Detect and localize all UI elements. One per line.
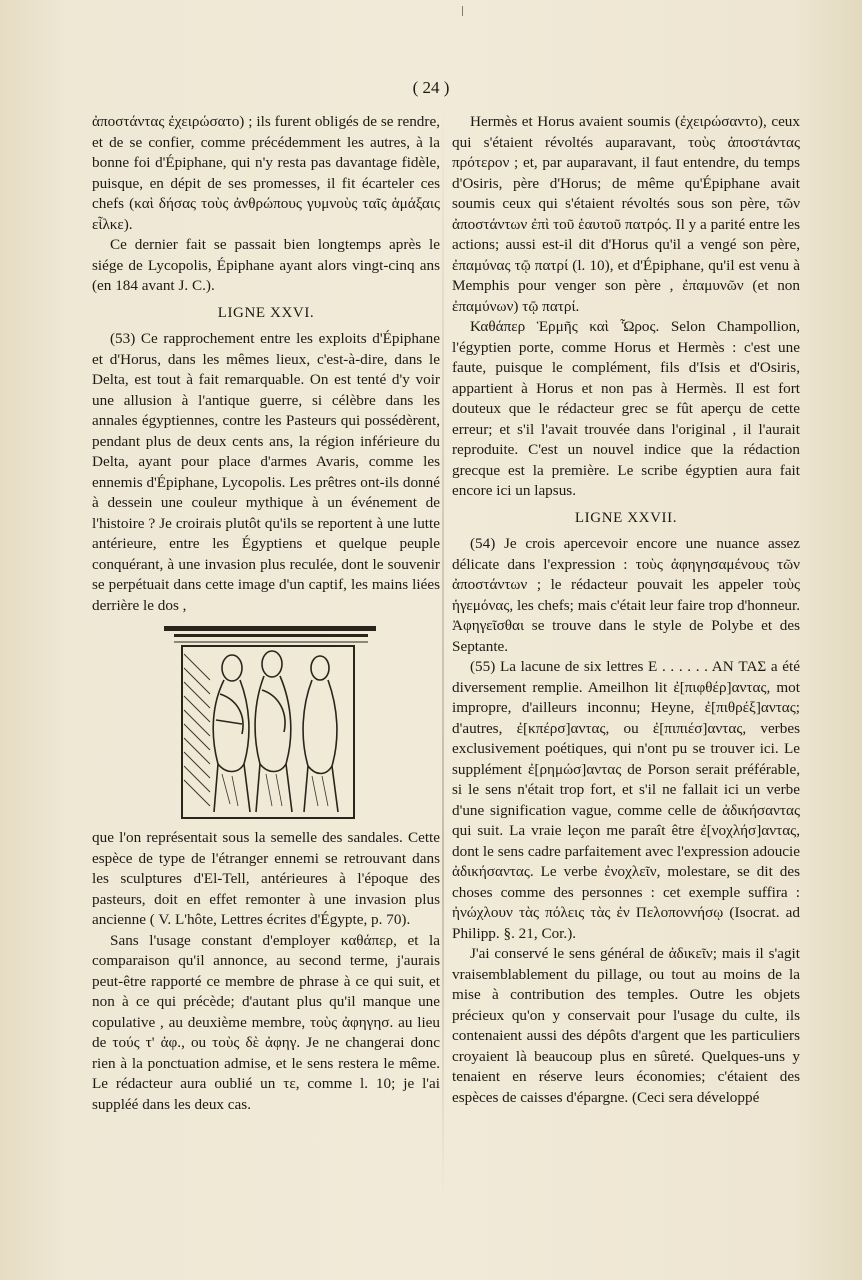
left-paragraph-1: ἀποστάντας ἐχειρώσατο) ; ils furent obligés de se rendre, et de se confier, comme précédemment les autres, à la bonne foi d'Épiphane, qui n'y resta pas davantage fidèle, puisque, en dépit de ses promesses, il fit écarteler ces chefs (καὶ δήσας τοὺς ἀνθρώπους γυμνοὺς ταῖς ἁμάξαις εἷλκε). <box>92 113 440 233</box>
left-paragraph-4: que l'on représentait sous la semelle des sandales. Cette espèce de type de l'étranger ennemi se retrouvant dans les sculptures d'El-Tell, antérieures à l'époque des pasteurs, doit en effet remonter à une invasion plus ancienne ( V. L'hôte, Lettres écrites d'Égypte, p. 70). <box>92 829 440 928</box>
captive-engraving-illustration <box>92 624 440 822</box>
page-number: ( 24 ) <box>412 78 450 97</box>
right-paragraph-5: J'ai conservé le sens général de ἀδικεῖν; mais il s'agit vraisemblablement du pillage, ou tout au moins de la mise à contribution des temples. Outre les objets précieux qu'on y conservait pour l'usage du culte, ils contenaient aussi des dépôts d'argent que les particuliers croyaient là beaucoup plus en sûreté. Quelques-uns y tenaient en réserve leurs économies; c'étaient des espèces de caisses d'épargne. (Ceci sera développé <box>452 945 800 1106</box>
column-gutter-shadow <box>442 100 444 1200</box>
left-paragraph-2: Ce dernier fait se passait bien longtemps après le siége de Lycopolis, Épiphane ayant alors vingt-cinq ans (en 184 avant J. C.). <box>92 236 440 294</box>
right-paragraph-3: (54) Je crois apercevoir encore une nuance assez délicate dans l'expression : τοὺς ἀφηγησαμένους τῶν ἀποστάντων ; le rédacteur pouvait les appeler τοὺς ἡγεμόνας, les chefs; mais c'était leur faire trop d'honneur. Ἀφηγεῖσθαι se trouve dans le style de Polybe et des Septante. <box>452 535 800 655</box>
right-paragraph-2: Καθάπερ Ἑρμῆς καὶ Ὧρος. Selon Champollion, l'égyptien porte, comme Horus et Hermès : c'est une faute, puisque le complément, fils d'Isis et d'Osiris, appartient à Horus et non pas à Hermès. Il est fort douteux que le rédacteur grec se fût aperçu de cette erreur; et s'il l'avait trouvée dans l'original , il l'aurait reproduite. C'est un nouvel indice que la rédaction grecque est la première. Le scribe égyptien aura fait encore ici un lapsus. <box>452 318 800 499</box>
right-column <box>452 112 800 1108</box>
section-heading-ligne-xxvi: LIGNE XXVI. <box>217 304 315 321</box>
left-paragraph-3: (53) Ce rapprochement entre les exploits d'Épiphane et d'Horus, dans les mêmes lieux, c'est-à-dire, dans le Delta, est tout à fait remarquable. On est tenté d'y voir une allusion à l'antique guerre, si célèbre dans les annales égyptiennes, contre les Pasteurs qui possédèrent, pendant plus de deux cents ans, la région inférieure du Delta, ayant pour place d'armes Avaris, comme les ennemis d'Épiphane, Lycopolis. Les prêtres ont-ils donné à dessein une couleur mythique à un événement de l'histoire ? Je croirais plutôt qu'ils se reportent à une lutte antérieure, entre les Égyptiens et quelque peuple conquérant, à une invasion plus reculée, dont le souvenir se perpétuait dans cette image d'un captif, les mains liées derrière le dos , <box>92 330 440 614</box>
section-heading-ligne-xxvii: LIGNE XXVII. <box>574 509 678 526</box>
right-paragraph-4: (55) La lacune de six lettres E . . . . . . AN ΤΑΣ a été diversement remplie. Ameilhon lit ἐ[πιφθέρ]αντας, mot impropre, d'ailleurs inconnu; Heyne, ἐ[πιθρέξ]αντας; d'autres, ἐ[κπέρσ]αντας, ou ἐ[πιπιέσ]αντας, verbes exclusivement poétiques, qui n'ont pu se trouver ici. Le supplément ἐ[ρημώσ]αντας de Porson serait préférable, si le sens n'était trop fort, et s'il ne fallait ici un verbe d'une signification vague, comme celle de ἀδικήσαντας qui suit. La vraie leçon me paraît être ἐ[νοχλήσ]αντας, dont le sens cadre parfaitement avec l'expression adoucie ἀδικήσαντας. Le verbe ἐνοχλεῖν, molestare, se dit des choses comme des personnes : cet exemple suffira : ἠνώχλουν τὰς πόλεις τὰς ἐν Πελοποννήσῳ (Isocrat. ad Philipp. §. 21, Cor.). <box>452 658 800 942</box>
left-column <box>92 112 440 1115</box>
scan-mark <box>462 6 463 16</box>
captive-sandal-figure <box>92 624 440 822</box>
right-paragraph-1: Hermès et Horus avaient soumis (ἐχειρώσαντο), ceux qui s'étaient révoltés auparavant, τοὺς ἀποστάντας πρότερον ; et, par auparavant, il faut entendre, du temps d'Osiris, père d'Horus; de même qu'Épiphane avait soumis ceux qui s'étaient révoltés sous son père, τῶν ἀποστάντων ἐπὶ τοῦ ἑαυτοῦ πατρός. Il y a parité entre les actions; aussi est-il dit d'Horus qu'il a vengé son père, ἐπαμύνας τῷ πατρί (l. 10), et d'Épiphane, qu'il est venu à Memphis pour venger son père , ἐπαμυνῶν (et non ἐπαμύνων) τῷ πατρί. <box>452 113 800 315</box>
left-paragraph-5: Sans l'usage constant d'employer καθάπερ, et la comparaison qu'il annonce, au second terme, j'aurais peut-être rapporté ce membre de phrase à ce qui suit, et non à ce qui précède; d'autant plus qu'il manque une copulative , au deuxième membre, τοὺς ἀφηγησ. au lieu de τούς τ' ἀφ., ou τοὺς δὲ ἀφηγ. Je ne changerai donc rien à la ponctuation admise, et le sens restera le même. Le rédacteur aura oublié un τε, comme l. 10; je l'ai suppléé dans les deux cas. <box>92 931 440 1113</box>
